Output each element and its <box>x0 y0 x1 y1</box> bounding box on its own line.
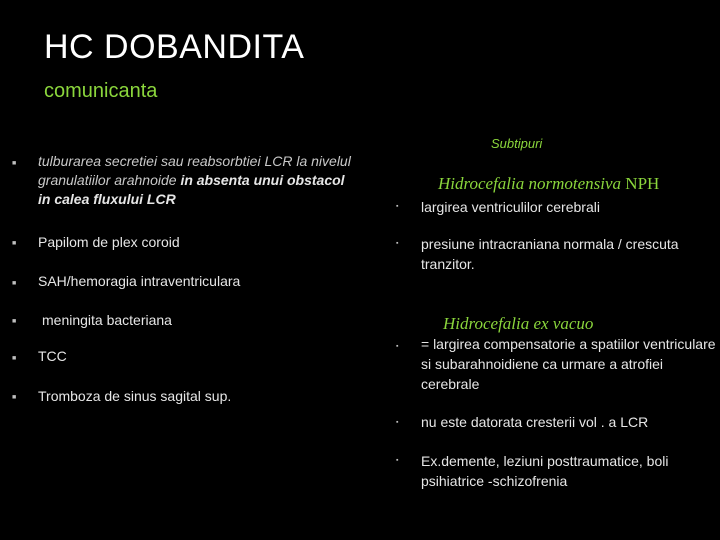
page-subtitle: comunicanta <box>44 80 158 102</box>
vacuo-item: Ex.demente, leziuni posttraumatice, boli psihiatrice -schizofrenia <box>421 453 669 489</box>
nph-heading-text: Hidrocefalia normotensiva <box>438 174 622 193</box>
list-item-meningita: meningita bacteriana <box>42 312 172 328</box>
definition-emphasis: in absenta unui obstacol in calea fluxului LCR <box>38 172 345 207</box>
list-item-definition <box>38 152 358 209</box>
sub-bullet-icon: ▪ <box>396 240 399 247</box>
list-item-tcc: TCC <box>38 348 67 364</box>
bullet-icon: ■ <box>12 160 17 167</box>
vacuo-heading: Hidrocefalia ex vacuo <box>443 314 594 333</box>
sub-bullet-icon: ▪ <box>396 343 399 350</box>
subtypes-label: Subtipuri <box>491 136 543 151</box>
bullet-icon: ■ <box>12 394 17 401</box>
vacuo-item: nu este datorata cresterii vol . a LCR <box>421 414 649 430</box>
nph-item: presiune intracraniana normala / crescuta tranzitor. <box>421 236 679 272</box>
list-item-tromboza: Tromboza de sinus sagital sup. <box>38 388 232 404</box>
bullet-icon: ■ <box>12 318 17 325</box>
nph-heading-abbr: NPH <box>625 174 660 193</box>
nph-item: largirea ventriculilor cerebrali <box>421 199 600 215</box>
sub-bullet-icon: ▪ <box>396 419 399 426</box>
bullet-icon: ■ <box>12 280 17 287</box>
nph-heading <box>438 174 659 194</box>
sub-bullet-icon: ▪ <box>396 203 399 210</box>
bullet-icon: ■ <box>12 240 17 247</box>
bullet-icon: ■ <box>12 355 17 362</box>
vacuo-item: = largirea compensatorie a spatiilor ventriculare si subarahnoidiene ca urmare a atrofiei cerebrale <box>421 336 716 392</box>
list-item-sah: SAH/hemoragia intraventriculara <box>38 273 241 289</box>
page-title: HC DOBANDITA <box>44 28 305 66</box>
sub-bullet-icon: ▪ <box>396 457 399 464</box>
definition-text: tulburarea secretiei sau reabsorbtiei LCR la nivelul granulatiilor arahnoide <box>38 153 351 188</box>
list-item-papilom: Papilom de plex coroid <box>38 234 180 250</box>
